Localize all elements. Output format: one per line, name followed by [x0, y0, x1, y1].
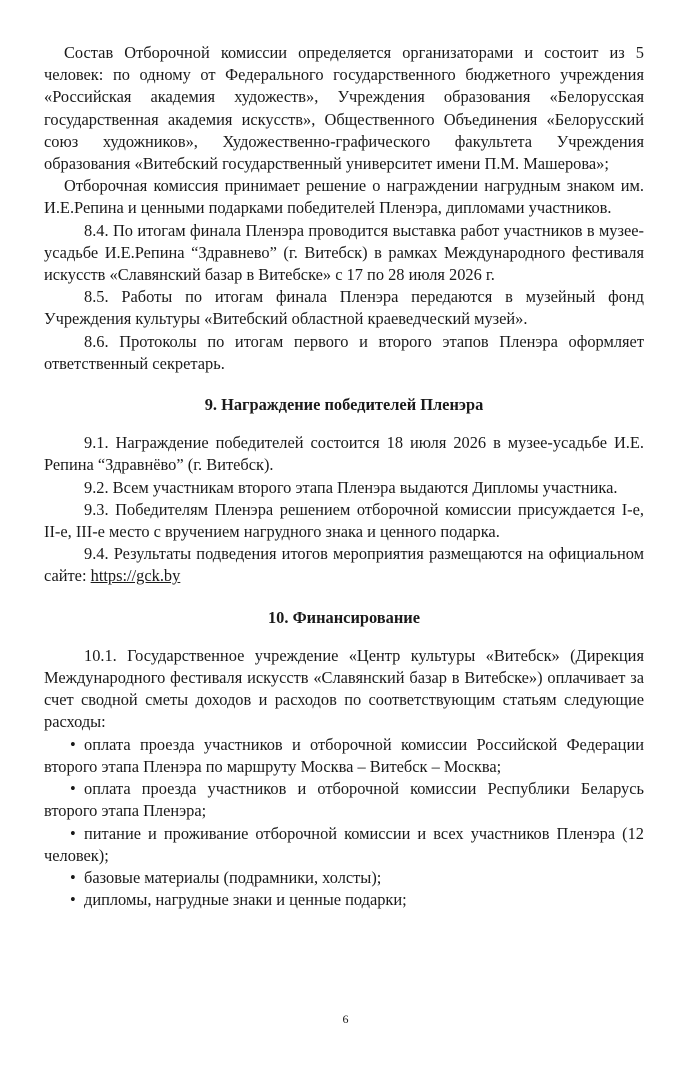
bullet-icon: •	[70, 734, 76, 754]
paragraph-9-2: 9.2. Всем участникам второго этапа Пленэра выдаются Дипломы участника.	[84, 477, 618, 497]
section-10-heading: 10. Финансирование	[267, 607, 421, 627]
bullet-icon: •	[70, 890, 76, 910]
document-page	[44, 42, 644, 911]
paragraph-commission-composition: Состав Отборочной комиссии определяется организаторами и состоит из 5 человек: по одному от Федерального государственного бюджетного учреждения «Российская академия художеств», Учреждения образования «Белорусская государственная академия искусств», Общественного Объединения «Белорусский союз художников», Художественно-графического факультета Учреждения образования «Витебский государственный университет имени П.М. Машерова»;	[44, 43, 644, 174]
list-item-text: базовые материалы (подрамники, холсты);	[84, 867, 382, 887]
list-item	[44, 778, 644, 822]
paragraph-commission-decision: Отборочная комиссия принимает решение о награждении нагрудным знаком им. И.Е.Репина и ценными подарками победителей Пленэра, дипломами участников.	[44, 176, 644, 218]
paragraph-9-3: 9.3. Победителям Пленэра решением отборочной комиссии присуждается I-е, II-е, III-е место с вручением нагрудного знака и ценного подарка.	[44, 499, 644, 542]
paragraph-8-6: 8.6. Протоколы по итогам первого и второго этапов Пленэра оформляет ответственный секретарь.	[44, 331, 644, 373]
list-item	[44, 734, 644, 778]
paragraph-8-5: 8.5. Работы по итогам финала Пленэра передаются в музейный фонд Учреждения культуры «Витебский областной краеведческий музей».	[44, 287, 644, 329]
paragraph-8-4: 8.4. По итогам финала Пленэра проводится выставка работ участников в музее-усадьбе И.Е.Репина “Здравнево” (г. Витебск) в рамках Международного фестиваля искусств «Славянский базар в Витебске» с 17 по 28 июля 2026 г.	[44, 220, 644, 285]
website-link[interactable]: https://gck.by	[90, 566, 181, 586]
bullet-icon: •	[70, 779, 76, 799]
paragraph-9-1: 9.1. Награждение победителей состоится 18 июля 2026 в музее-усадьбе И.Е. Репина “Здравнёво” (г. Витебск).	[44, 433, 644, 475]
page-number: 6	[342, 1012, 349, 1026]
list-item-text: питание и проживание отборочной комиссии и всех участников Пленэра (12 человек);	[44, 823, 644, 865]
list-item	[44, 889, 644, 911]
paragraph-9-4	[44, 543, 644, 587]
paragraph-9-4-text: 9.4. Результаты подведения итогов мероприятия размещаются на официальном сайте:	[44, 544, 644, 586]
section-9-heading: 9. Награждение победителей Пленэра	[204, 395, 484, 415]
list-item	[44, 867, 644, 889]
list-item	[44, 823, 644, 867]
bullet-icon: •	[70, 867, 76, 887]
bullet-icon: •	[70, 823, 76, 843]
list-item-text: дипломы, нагрудные знаки и ценные подарки;	[84, 890, 407, 910]
paragraph-10-1: 10.1. Государственное учреждение «Центр культуры «Витебск» (Дирекция Международного фестиваля искусств «Славянский базар в Витебске») оплачивает за счет сводной сметы доходов и расходов по соответствующим статьям следующие расходы:	[44, 645, 644, 732]
list-item-text: оплата проезда участников и отборочной комиссии Республики Беларусь второго этапа Пленэра;	[44, 779, 644, 821]
list-item-text: оплата проезда участников и отборочной комиссии Российской Федерации второго этапа Пленэра по маршруту Москва – Витебск – Москва;	[44, 734, 644, 776]
